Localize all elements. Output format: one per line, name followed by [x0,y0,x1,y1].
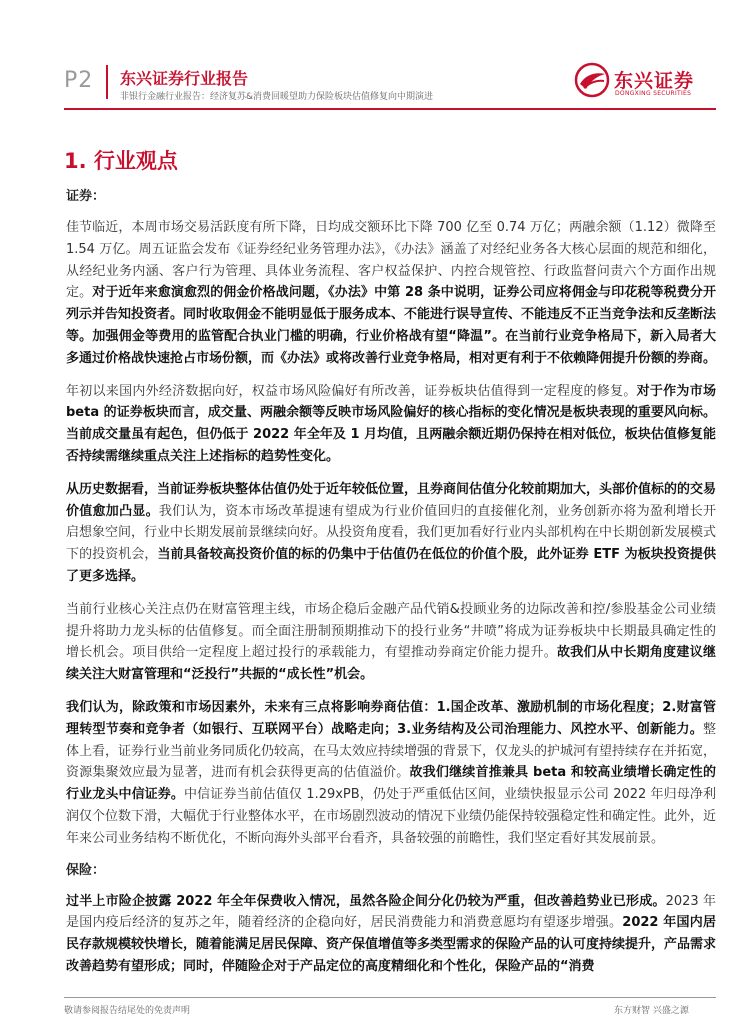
footer-slogan: 东方财智 兴盛之源 [614,1006,689,1016]
body-paragraph [66,381,716,468]
body-text: 当前行业核心关注点仍在财富管理主线，市场企稳后金融产品代销&投顾业务的边际改善和控/参股基金公司业绩提升将助力龙头标的估值修复。而全面注册制预期推动下的投行业务“井喷”将成为证券板块中长期最具确定性的增长机会。项目供给一定程度上超过投行的承载能力，有望推动券商定价能力提升。 [66,601,716,661]
subsection-heading [66,187,716,207]
bold-text: 对于作为市场 beta 的证券板块而言，成交量、两融余额等反映市场风险偏好的核心指标的变化情况是板块表现的重要风向标。当前成交量虽有起色，但仍低于 2022 年全年及 1 月均值，且两融余额近期仍保持在相对低位，板块估值修复能否持续需继续重点关注上述指标的趋势性变化。 [66,383,716,464]
logo-text: 东兴证券 [614,70,695,92]
logo-subtext: DONGXING SECURITIES [615,90,692,97]
bold-text: 2022 年国内居民存款规模较快增长，随着能满足居民保障、资产保值增值等多类型需求的保险产品的认可度持续提升，产品需求改善趋势有望形成；同时，伴随险企对于产品定位的高度精细化和个性化，保险产品的“消费 [66,915,717,974]
bold-text: 当前具备较高投资价值的标的仍集中于估值仍在低位的价值个股，此外证券 ETF 为板块投资提供了更多选择。 [66,547,716,584]
body-paragraph [66,891,716,978]
body-text: 佳节临近，本周市场交易活跃度有所下降，日均成交额环比下降 700 亿至 0.74 万亿；两融余额（1.12）微降至 1.54 万亿。周五证监会发布《证券经纪业务管理办法》，《办法》涵盖了对经纪业务各大核心层面的规范和细化，从经纪业务内涵、客户行为管理、具体业务流程、客户权益保护、内控合规管控、行政监督问责六个方面作出规定。 [66,220,716,301]
section-title: 1. 行业观点 [64,149,178,173]
company-logo-icon [574,62,610,98]
page-header [0,0,755,112]
footer-disclaimer: 敬请参阅报告结尾处的免责声明 [64,1006,191,1016]
bold-text: 我们认为，除政策和市场因素外，未来有三点将影响券商估值：1.国企改革、激励机制的市场化程度；2.财富管理转型节奏和竞争者（如银行、互联网平台）战略走向；3.业务结构及公司治理能力、风控水平、创新能力。 [66,699,716,737]
page-number: P2 [64,68,94,93]
header-rule [64,108,716,110]
body-paragraph [66,217,716,370]
body-paragraph [66,479,716,588]
bold-text: 过半上市险企披露 2022 年全年保费收入情况，虽然各险企间分化仍较为严重，但改善趋势业已形成。 [66,893,666,909]
bold-text: 故我们继续首推兼具 beta 和较高业绩增长确定性的行业龙头中信证券。 [66,765,716,803]
header-divider [106,65,108,99]
body-text: 整体上看，证券行业当前业务同质化仍较高，在马太效应持续增强的背景下，仅龙头的护城河有望持续存在并拓宽，资源集聚效应最为显著，进而有机会获得更高的估值溢价。 [66,721,717,781]
bold-text: 证券： [66,189,106,204]
bold-text: 对于近年来愈演愈烈的佣金价格战问题，《办法》中第 28 条中说明，证券公司应将佣金与印花税等税费分开列示并告知投资者。同时收取佣金不能明显低于服务成本、不能进行误导宣传、不能违反不正当竞争法和反垄断法等。加强佣金等费用的监管配合执业门槛的明确，行业价格战有望“降温”。在当前行业竞争格局下，新入局者大多通过价格战快速抢占市场份额，而《办法》或将改善行业竞争格局，相对更有利于不依赖降佣提升份额的券商。 [66,285,717,366]
bold-text: 故我们从中长期角度建议继续关注大财富管理和“泛投行”共振的“成长性”机会。 [66,645,716,683]
company-logo [574,62,714,102]
body-text: 我们认为，资本市场改革提速有望成为行业价值回归的直接催化剂，业务创新亦将为盈利增长开启想象空间，行业中长期发展前景继续向好。从投资角度看，我们更加看好行业内头部机构在中长期创新发展模式下的投资机会， [66,503,717,563]
body-paragraph [66,697,716,850]
body-text: 2023 年是国内疫后经济的复苏之年，随着经济的企稳向好，居民消费能力和消费意愿均有望逐步增强。 [66,893,717,931]
body-text: 中信证券当前估值仅 1.29xPB，仍处于严重低估区间，业绩快报显示公司 2022 年归母净利润仅个位数下滑，大幅优于行业整体水平，在市场剧烈波动的情况下业绩仍能保持较强稳定性和确定性。此外，近年来公司业务结构不断优化，不断向海外头部平台看齐，具备较强的前瞻性，我们坚定看好其发展前景。 [66,787,717,846]
report-title: 东兴证券行业报告 [120,69,249,88]
body-text: 年初以来国内外经济数据向好，权益市场风险偏好有所改善，证券板块估值得到一定程度的修复。 [66,383,637,399]
footer-rule [64,997,716,998]
report-subtitle: 非银行金融行业报告：经济复苏&消费回暖望助力保险板块估值修复向中期演进 [120,92,434,102]
body-paragraph [66,599,716,686]
bold-text: 保险： [66,862,106,878]
bold-text: 从历史数据看，当前证券板块整体估值仍处于近年较低位置，且券商间估值分化较前期加大，头部价值标的的交易价值愈加凸显。 [66,481,717,519]
subsection-heading [66,861,716,881]
report-body [66,187,716,989]
